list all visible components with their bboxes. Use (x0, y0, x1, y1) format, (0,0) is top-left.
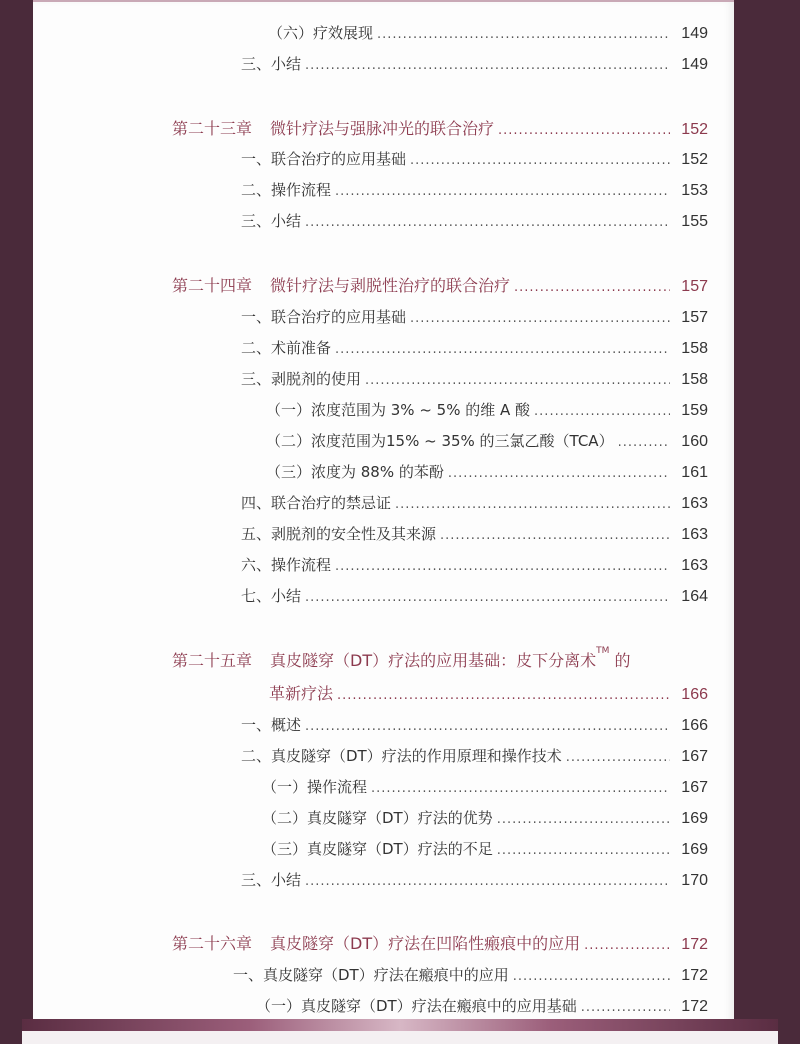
page-number: 166 (681, 686, 708, 703)
page-top-border (33, 0, 734, 2)
dot-leader (305, 58, 670, 73)
dot-leader (305, 215, 670, 230)
dot-leader (618, 435, 670, 450)
page-number: 161 (681, 464, 708, 481)
toc-entry-level3[interactable] (262, 807, 708, 828)
chapter-title: 真皮隧穿（DT）疗法在凹陷性瘢痕中的应用 (270, 934, 581, 953)
dot-leader (365, 373, 670, 388)
dot-leader (335, 342, 670, 357)
toc-entry-level2[interactable] (241, 554, 708, 575)
chapter-number: 第二十五章 (172, 651, 253, 670)
dot-leader (498, 123, 670, 138)
decorative-bottom-band (22, 1019, 778, 1031)
page-number: 163 (681, 557, 708, 574)
dot-leader (335, 559, 670, 574)
toc-entry-title: 三、剥脱剂的使用 (241, 370, 362, 388)
toc-entry-level2[interactable] (241, 210, 708, 231)
toc-entry-level2[interactable] (241, 148, 708, 169)
dot-leader (305, 590, 670, 605)
toc-entry-title: 七、小结 (241, 587, 302, 605)
page-number: 157 (681, 309, 708, 326)
chapter-title-end: 的 (609, 651, 631, 670)
dot-leader (513, 969, 670, 984)
toc-entry-title: 五、剥脱剂的安全性及其来源 (241, 525, 437, 543)
toc-entry-level2[interactable] (241, 337, 708, 358)
toc-entry-title: 六、操作流程 (241, 556, 332, 574)
page-number: 169 (681, 810, 708, 827)
toc-entry-title: （一）操作流程 (262, 778, 368, 796)
dot-leader (377, 27, 670, 42)
page-number: 172 (681, 998, 708, 1015)
page-number: 160 (681, 433, 708, 450)
toc-entry-title: （三）浓度为 88% 的苯酚 (266, 463, 444, 481)
toc-entry-level2[interactable] (241, 368, 708, 389)
toc-entry-level2[interactable] (241, 585, 708, 606)
page-number: 163 (681, 526, 708, 543)
toc-entry-level2[interactable] (241, 306, 708, 327)
toc-chapter-25-line2[interactable] (269, 681, 708, 704)
page-number: 159 (681, 402, 708, 419)
page-number: 163 (681, 495, 708, 512)
toc-entry-level2[interactable] (241, 745, 708, 766)
page-number: 164 (681, 588, 708, 605)
toc-entry-level3[interactable] (268, 22, 708, 43)
toc-entry-title: （三）真皮隧穿（DT）疗法的不足 (262, 840, 493, 858)
page-number: 152 (681, 121, 708, 138)
page-number: 172 (681, 967, 708, 984)
chapter-number: 第二十三章 (172, 119, 253, 138)
dot-leader (514, 280, 670, 295)
page-number: 169 (681, 841, 708, 858)
toc-entry-title: （一）浓度范围为 3% ~ 5% 的维 A 酸 (266, 401, 531, 419)
dot-leader (440, 528, 670, 543)
chapter-title: 微针疗法与强脉冲光的联合治疗 (270, 119, 495, 138)
toc-entry-title: 二、术前准备 (241, 339, 332, 357)
dot-leader (534, 404, 670, 419)
chapter-number: 第二十四章 (172, 276, 253, 295)
page-number: 153 (681, 182, 708, 199)
page-number: 149 (681, 56, 708, 73)
dot-leader (497, 812, 670, 827)
toc-entry-title: 三、小结 (241, 55, 302, 73)
dot-leader (584, 938, 670, 953)
toc-chapter-23[interactable] (172, 116, 708, 139)
page-number: 167 (681, 748, 708, 765)
toc-entry-title: 二、操作流程 (241, 181, 332, 199)
dot-leader (337, 688, 670, 703)
toc-entry-level2[interactable] (241, 179, 708, 200)
page-number: 170 (681, 872, 708, 889)
toc-entry-level2[interactable] (241, 714, 708, 735)
toc-entry-title: 一、联合治疗的应用基础 (241, 308, 407, 326)
dot-leader (448, 466, 670, 481)
toc-chapter-25-line1[interactable] (172, 648, 630, 671)
dot-leader (410, 311, 670, 326)
page-number: 167 (681, 779, 708, 796)
dot-leader (566, 750, 670, 765)
toc-entry-title: （六）疗效展现 (268, 24, 374, 42)
toc-entry-level2[interactable] (241, 492, 708, 513)
toc-entry-title: （一）真皮隧穿（DT）疗法在瘢痕中的应用基础 (256, 997, 577, 1015)
toc-chapter-26[interactable] (172, 931, 708, 954)
page-number: 172 (681, 936, 708, 953)
chapter-title: 微针疗法与剥脱性治疗的联合治疗 (270, 276, 511, 295)
page-number: 149 (681, 25, 708, 42)
toc-entry-title: 二、真皮隧穿（DT）疗法的作用原理和操作技术 (241, 747, 562, 765)
toc-entry-title: 一、真皮隧穿（DT）疗法在瘢痕中的应用 (233, 966, 509, 984)
chapter-title-continued: 革新疗法 (269, 684, 334, 703)
toc-chapter-24[interactable] (172, 273, 708, 296)
toc-entry-title: （二）浓度范围为15% ~ 35% 的三氯乙酸（TCA） (266, 432, 614, 450)
toc-entry-level3[interactable] (266, 461, 708, 482)
toc-entry-level2[interactable] (241, 53, 708, 74)
chapter-title: 真皮隧穿（DT）疗法的应用基础：皮下分离术 (270, 651, 597, 670)
toc-entry-title: 三、小结 (241, 871, 302, 889)
toc-entry-title: 四、联合治疗的禁忌证 (241, 494, 392, 512)
toc-entry-level3[interactable] (262, 776, 708, 797)
toc-entry-level3[interactable] (266, 399, 708, 420)
toc-entry-level2[interactable] (233, 964, 708, 985)
chapter-number: 第二十六章 (172, 934, 253, 953)
trademark-mark: TM (596, 646, 610, 656)
dot-leader (305, 874, 670, 889)
dot-leader (335, 184, 670, 199)
dot-leader (395, 497, 670, 512)
toc-entry-level3[interactable] (256, 995, 708, 1016)
dot-leader (581, 1000, 670, 1015)
toc-entry-level3[interactable] (266, 430, 708, 451)
next-page-edge (22, 1031, 778, 1044)
toc-entry-title: （二）真皮隧穿（DT）疗法的优势 (262, 809, 493, 827)
page-number: 152 (681, 151, 708, 168)
toc-entry-level2[interactable] (241, 869, 708, 890)
dot-leader (371, 781, 670, 796)
toc-entry-title: 一、联合治疗的应用基础 (241, 150, 407, 168)
page-number: 158 (681, 340, 708, 357)
toc-entry-title: 三、小结 (241, 212, 302, 230)
dot-leader (305, 719, 670, 734)
toc-entry-level2[interactable] (241, 523, 708, 544)
dot-leader (497, 843, 670, 858)
toc-entry-level3[interactable] (262, 838, 708, 859)
page-number: 157 (681, 278, 708, 295)
dot-leader (410, 153, 670, 168)
page-number: 155 (681, 213, 708, 230)
page-number: 166 (681, 717, 708, 734)
page-number: 158 (681, 371, 708, 388)
toc-entry-title: 一、概述 (241, 716, 302, 734)
